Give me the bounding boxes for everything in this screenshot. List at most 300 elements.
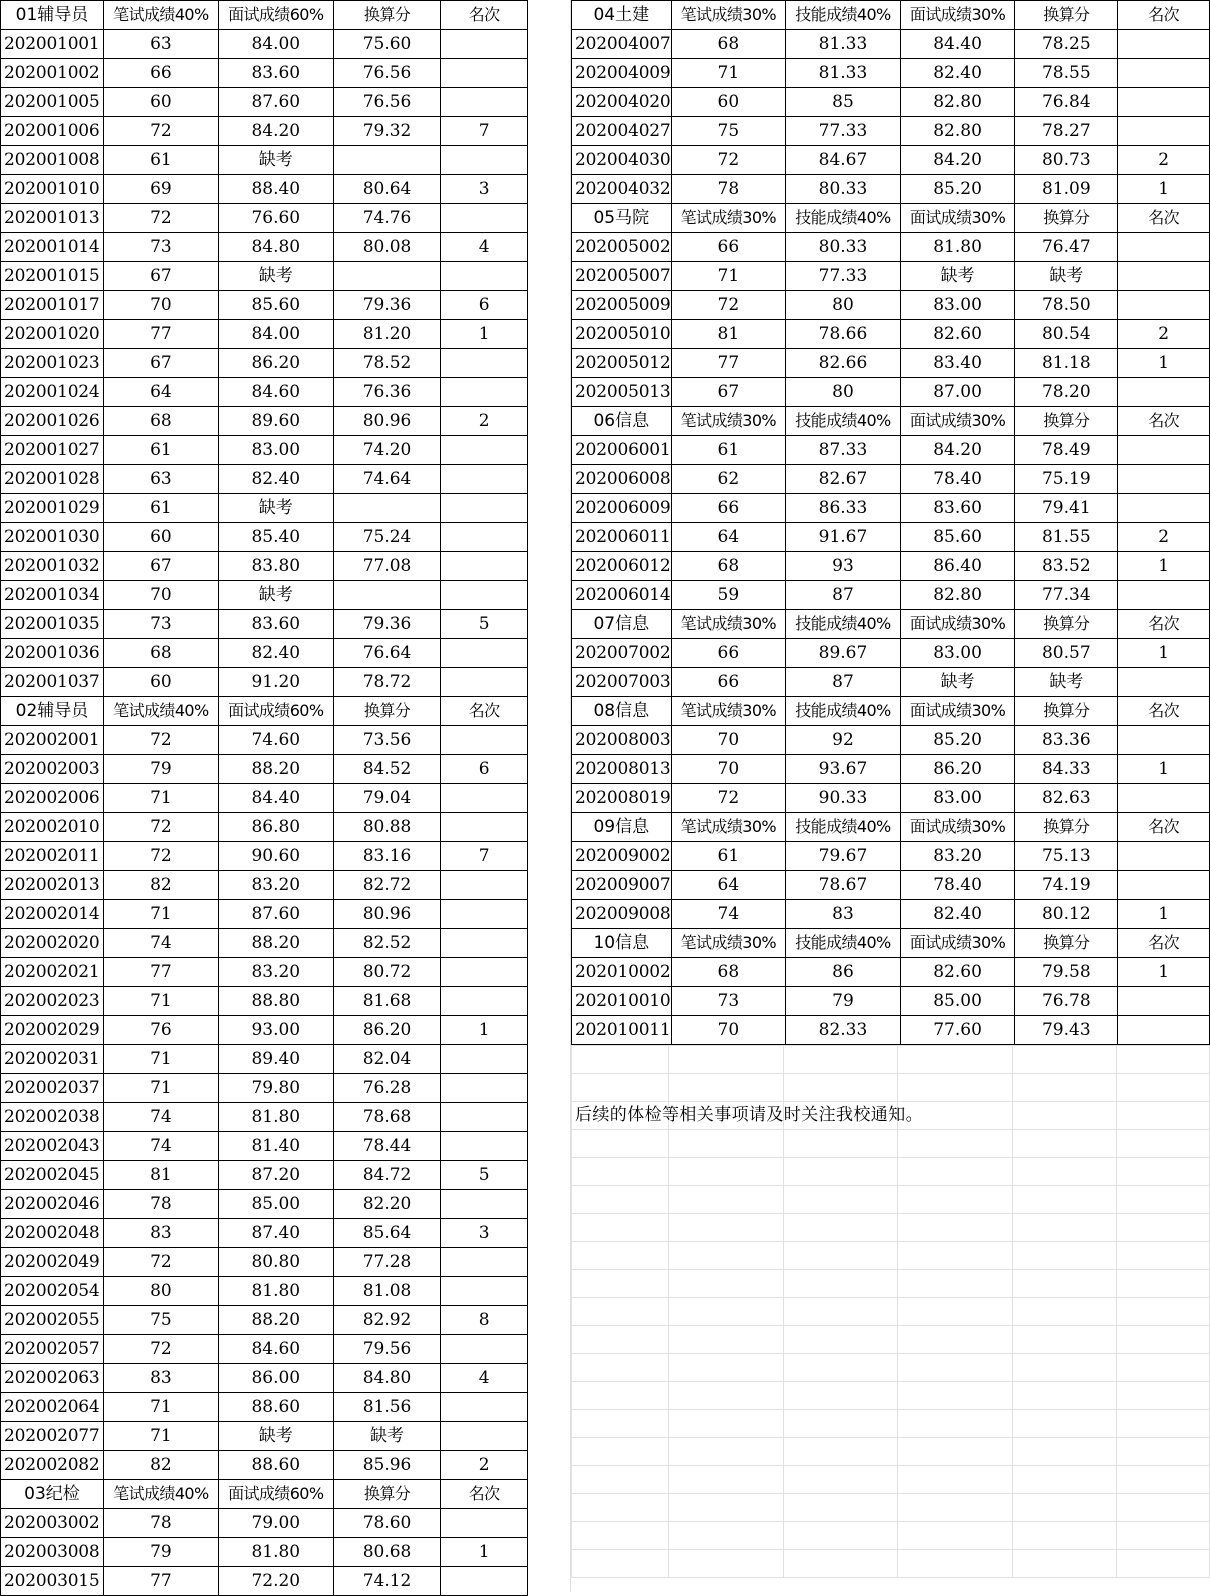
rank-cell[interactable]: 1 [1118,755,1210,784]
empty-cell[interactable] [783,1354,898,1382]
written-cell[interactable]: 71 [103,900,218,929]
rank-cell[interactable] [1118,30,1210,59]
score-cell[interactable]: 81.18 [1015,349,1118,378]
empty-cell[interactable] [783,1326,898,1354]
candidate-id-cell[interactable]: 202001026 [1,407,104,436]
empty-cell[interactable] [898,1410,1013,1438]
skill-cell[interactable]: 87 [786,668,901,697]
skill-cell[interactable]: 86.33 [786,494,901,523]
rank-cell[interactable] [441,262,528,291]
empty-cell[interactable] [1117,1494,1210,1522]
column-header-cell[interactable]: 名次 [1118,407,1210,436]
written-cell[interactable]: 72 [103,842,218,871]
skill-cell[interactable]: 83 [786,900,901,929]
score-cell[interactable]: 80.57 [1015,639,1118,668]
interview-cell[interactable]: 缺考 [218,262,333,291]
empty-cell[interactable] [668,1438,783,1466]
empty-cell[interactable] [572,1074,669,1102]
interview-cell[interactable]: 缺考 [218,581,333,610]
empty-cell[interactable] [1117,1270,1210,1298]
skill-cell[interactable]: 87 [786,581,901,610]
empty-cell[interactable] [572,1326,669,1354]
group-name-cell[interactable]: 01辅导员 [1,1,104,30]
candidate-id-cell[interactable]: 202002001 [1,726,104,755]
score-cell[interactable]: 74.19 [1015,871,1118,900]
empty-cell[interactable] [572,1354,669,1382]
written-cell[interactable]: 72 [103,117,218,146]
empty-cell[interactable] [1117,1438,1210,1466]
candidate-id-cell[interactable]: 202004020 [572,88,672,117]
skill-cell[interactable]: 80.33 [786,233,901,262]
interview-cell[interactable]: 82.40 [218,465,333,494]
rank-cell[interactable] [441,1277,528,1306]
candidate-id-cell[interactable]: 202002064 [1,1393,104,1422]
empty-cell[interactable] [1013,1550,1117,1578]
interview-cell[interactable]: 83.20 [218,958,333,987]
written-cell[interactable]: 72 [103,204,218,233]
score-cell[interactable]: 78.27 [1015,117,1118,146]
skill-cell[interactable]: 86 [786,958,901,987]
skill-cell[interactable]: 82.33 [786,1016,901,1045]
empty-cell[interactable] [1117,1214,1210,1242]
interview-cell[interactable]: 84.00 [218,30,333,59]
written-cell[interactable]: 66 [671,494,786,523]
written-cell[interactable]: 71 [671,262,786,291]
score-cell[interactable]: 78.55 [1015,59,1118,88]
interview-cell[interactable]: 83.00 [900,639,1015,668]
empty-cell[interactable] [783,1214,898,1242]
rank-cell[interactable]: 1 [1118,958,1210,987]
candidate-id-cell[interactable]: 202003002 [1,1509,104,1538]
candidate-id-cell[interactable]: 202004030 [572,146,672,175]
group-name-cell[interactable]: 03纪检 [1,1480,104,1509]
interview-cell[interactable]: 83.60 [900,494,1015,523]
candidate-id-cell[interactable]: 202007003 [572,668,672,697]
interview-cell[interactable]: 86.00 [218,1364,333,1393]
rank-cell[interactable]: 4 [441,233,528,262]
score-cell[interactable]: 79.04 [333,784,441,813]
score-cell[interactable]: 73.56 [333,726,441,755]
interview-cell[interactable]: 83.20 [900,842,1015,871]
interview-cell[interactable]: 78.40 [900,871,1015,900]
candidate-id-cell[interactable]: 202008003 [572,726,672,755]
written-cell[interactable]: 83 [103,1219,218,1248]
interview-cell[interactable]: 86.20 [218,349,333,378]
interview-cell[interactable]: 84.80 [218,233,333,262]
score-cell[interactable]: 82.92 [333,1306,441,1335]
score-cell[interactable] [333,146,441,175]
empty-cell[interactable] [783,1438,898,1466]
interview-cell[interactable]: 90.60 [218,842,333,871]
rank-cell[interactable]: 3 [441,1219,528,1248]
candidate-id-cell[interactable]: 202002063 [1,1364,104,1393]
score-cell[interactable]: 83.52 [1015,552,1118,581]
column-header-cell[interactable]: 面试成绩30% [900,697,1015,726]
candidate-id-cell[interactable]: 202006012 [572,552,672,581]
score-cell[interactable]: 79.56 [333,1335,441,1364]
skill-cell[interactable]: 78.66 [786,320,901,349]
skill-cell[interactable]: 92 [786,726,901,755]
interview-cell[interactable]: 74.60 [218,726,333,755]
score-cell[interactable]: 76.56 [333,59,441,88]
candidate-id-cell[interactable]: 202002020 [1,929,104,958]
empty-cell[interactable] [1013,1522,1117,1550]
skill-cell[interactable]: 87.33 [786,436,901,465]
column-header-cell[interactable]: 技能成绩40% [786,929,901,958]
score-cell[interactable]: 77.08 [333,552,441,581]
candidate-id-cell[interactable]: 202001014 [1,233,104,262]
rank-cell[interactable]: 1 [1118,900,1210,929]
skill-cell[interactable]: 84.67 [786,146,901,175]
written-cell[interactable]: 59 [671,581,786,610]
empty-cell[interactable] [668,1270,783,1298]
empty-cell[interactable] [1117,1354,1210,1382]
score-cell[interactable]: 缺考 [333,1422,441,1451]
empty-cell[interactable] [668,1354,783,1382]
rank-cell[interactable] [1118,291,1210,320]
empty-cell[interactable] [1117,1466,1210,1494]
skill-cell[interactable]: 80.33 [786,175,901,204]
rank-cell[interactable]: 2 [441,1451,528,1480]
score-cell[interactable] [333,581,441,610]
score-cell[interactable]: 86.20 [333,1016,441,1045]
rank-cell[interactable]: 2 [1118,523,1210,552]
interview-cell[interactable]: 82.40 [900,59,1015,88]
empty-cell[interactable] [668,1130,783,1158]
rank-cell[interactable] [1118,233,1210,262]
empty-cell[interactable] [572,1382,669,1410]
candidate-id-cell[interactable]: 202001024 [1,378,104,407]
written-cell[interactable]: 72 [103,1335,218,1364]
empty-cell[interactable] [572,1466,669,1494]
empty-cell[interactable] [1013,1382,1117,1410]
rank-cell[interactable] [441,88,528,117]
interview-cell[interactable]: 82.80 [900,117,1015,146]
column-header-cell[interactable]: 名次 [1118,610,1210,639]
group-name-cell[interactable]: 10信息 [572,929,672,958]
interview-cell[interactable]: 缺考 [218,1422,333,1451]
skill-cell[interactable]: 89.67 [786,639,901,668]
rank-cell[interactable] [441,1248,528,1277]
interview-cell[interactable]: 84.20 [218,117,333,146]
candidate-id-cell[interactable]: 202002010 [1,813,104,842]
interview-cell[interactable]: 82.40 [900,900,1015,929]
candidate-id-cell[interactable]: 202003015 [1,1567,104,1596]
empty-cell[interactable] [1117,1382,1210,1410]
written-cell[interactable]: 60 [671,88,786,117]
rank-cell[interactable] [1118,262,1210,291]
empty-cell[interactable] [783,1494,898,1522]
candidate-id-cell[interactable]: 202001032 [1,552,104,581]
written-cell[interactable]: 62 [671,465,786,494]
written-cell[interactable]: 72 [103,726,218,755]
written-cell[interactable]: 60 [103,523,218,552]
score-cell[interactable]: 78.25 [1015,30,1118,59]
candidate-id-cell[interactable]: 202002055 [1,1306,104,1335]
interview-cell[interactable]: 80.80 [218,1248,333,1277]
skill-cell[interactable]: 85 [786,88,901,117]
candidate-id-cell[interactable]: 202001020 [1,320,104,349]
empty-cell[interactable] [898,1158,1013,1186]
interview-cell[interactable]: 81.80 [218,1538,333,1567]
score-cell[interactable]: 78.44 [333,1132,441,1161]
empty-cell[interactable] [668,1550,783,1578]
empty-cell[interactable] [572,1214,669,1242]
empty-cell[interactable] [898,1466,1013,1494]
skill-cell[interactable]: 90.33 [786,784,901,813]
written-cell[interactable]: 78 [671,175,786,204]
written-cell[interactable]: 72 [671,291,786,320]
column-header-cell[interactable]: 面试成绩30% [900,407,1015,436]
empty-cell[interactable] [1117,1186,1210,1214]
candidate-id-cell[interactable]: 202005007 [572,262,672,291]
written-cell[interactable]: 68 [671,30,786,59]
empty-cell[interactable] [1013,1046,1117,1074]
interview-cell[interactable]: 81.40 [218,1132,333,1161]
rank-cell[interactable] [441,1103,528,1132]
empty-cell[interactable] [1117,1074,1210,1102]
written-cell[interactable]: 66 [671,233,786,262]
empty-cell[interactable] [572,1438,669,1466]
column-header-cell[interactable]: 技能成绩40% [786,813,901,842]
empty-cell[interactable] [1117,1158,1210,1186]
empty-cell[interactable] [1013,1074,1117,1102]
interview-cell[interactable]: 77.60 [900,1016,1015,1045]
candidate-id-cell[interactable]: 202004007 [572,30,672,59]
written-cell[interactable]: 67 [671,378,786,407]
candidate-id-cell[interactable]: 202001010 [1,175,104,204]
empty-cell[interactable] [783,1298,898,1326]
empty-cell[interactable] [783,1522,898,1550]
written-cell[interactable]: 72 [103,813,218,842]
score-cell[interactable]: 80.08 [333,233,441,262]
column-header-cell[interactable]: 换算分 [333,1,441,30]
rank-cell[interactable] [441,958,528,987]
score-cell[interactable]: 76.56 [333,88,441,117]
empty-cell[interactable] [1013,1326,1117,1354]
score-cell[interactable]: 79.41 [1015,494,1118,523]
interview-cell[interactable]: 85.20 [900,726,1015,755]
score-cell[interactable]: 83.36 [1015,726,1118,755]
interview-cell[interactable]: 83.00 [900,291,1015,320]
written-cell[interactable]: 70 [671,755,786,784]
rank-cell[interactable] [1118,436,1210,465]
column-header-cell[interactable]: 名次 [441,1,528,30]
empty-cell[interactable] [572,1270,669,1298]
candidate-id-cell[interactable]: 202001002 [1,59,104,88]
candidate-id-cell[interactable]: 202001036 [1,639,104,668]
score-cell[interactable]: 76.36 [333,378,441,407]
empty-cell[interactable] [783,1046,898,1074]
score-cell[interactable]: 84.80 [333,1364,441,1393]
score-cell[interactable]: 82.04 [333,1045,441,1074]
rank-cell[interactable] [1118,871,1210,900]
written-cell[interactable]: 64 [671,523,786,552]
rank-cell[interactable]: 2 [441,407,528,436]
rank-cell[interactable]: 1 [441,320,528,349]
written-cell[interactable]: 74 [671,900,786,929]
candidate-id-cell[interactable]: 202001013 [1,204,104,233]
written-cell[interactable]: 70 [103,291,218,320]
interview-cell[interactable]: 82.80 [900,581,1015,610]
score-cell[interactable]: 78.52 [333,349,441,378]
rank-cell[interactable] [441,378,528,407]
rank-cell[interactable]: 1 [1118,552,1210,581]
interview-cell[interactable]: 88.40 [218,175,333,204]
score-cell[interactable]: 80.73 [1015,146,1118,175]
column-header-cell[interactable]: 面试成绩60% [218,697,333,726]
group-name-cell[interactable]: 05马院 [572,204,672,233]
score-cell[interactable]: 80.96 [333,900,441,929]
interview-cell[interactable]: 86.80 [218,813,333,842]
candidate-id-cell[interactable]: 202002077 [1,1422,104,1451]
empty-cell[interactable] [783,1242,898,1270]
written-cell[interactable]: 81 [671,320,786,349]
empty-cell[interactable] [572,1522,669,1550]
written-cell[interactable]: 79 [103,1538,218,1567]
score-cell[interactable] [333,494,441,523]
rank-cell[interactable] [1118,842,1210,871]
column-header-cell[interactable]: 名次 [1118,929,1210,958]
candidate-id-cell[interactable]: 202005009 [572,291,672,320]
written-cell[interactable]: 72 [103,1248,218,1277]
written-cell[interactable]: 69 [103,175,218,204]
written-cell[interactable]: 75 [103,1306,218,1335]
empty-cell[interactable] [783,1158,898,1186]
rank-cell[interactable] [1118,668,1210,697]
score-cell[interactable]: 76.78 [1015,987,1118,1016]
interview-cell[interactable]: 83.80 [218,552,333,581]
score-cell[interactable]: 75.24 [333,523,441,552]
group-name-cell[interactable]: 04土建 [572,1,672,30]
group-name-cell[interactable]: 08信息 [572,697,672,726]
interview-cell[interactable]: 84.20 [900,146,1015,175]
interview-cell[interactable]: 88.20 [218,929,333,958]
rank-cell[interactable]: 1 [1118,639,1210,668]
rank-cell[interactable]: 6 [441,755,528,784]
column-header-cell[interactable]: 面试成绩30% [900,929,1015,958]
candidate-id-cell[interactable]: 202010011 [572,1016,672,1045]
candidate-id-cell[interactable]: 202010010 [572,987,672,1016]
empty-cell[interactable] [668,1494,783,1522]
empty-cell[interactable] [572,1046,669,1074]
score-cell[interactable]: 85.96 [333,1451,441,1480]
score-cell[interactable]: 78.60 [333,1509,441,1538]
column-header-cell[interactable]: 面试成绩30% [900,610,1015,639]
rank-cell[interactable]: 5 [441,610,528,639]
column-header-cell[interactable]: 名次 [441,1480,528,1509]
interview-cell[interactable]: 缺考 [900,668,1015,697]
column-header-cell[interactable]: 面试成绩30% [900,204,1015,233]
score-cell[interactable]: 78.68 [333,1103,441,1132]
empty-cell[interactable] [668,1214,783,1242]
empty-cell[interactable] [1013,1130,1117,1158]
rank-cell[interactable] [1118,784,1210,813]
empty-cell[interactable] [572,1298,669,1326]
written-cell[interactable]: 64 [103,378,218,407]
interview-cell[interactable]: 89.60 [218,407,333,436]
group-name-cell[interactable]: 09信息 [572,813,672,842]
interview-cell[interactable]: 88.20 [218,1306,333,1335]
candidate-id-cell[interactable]: 202003008 [1,1538,104,1567]
written-cell[interactable]: 66 [671,668,786,697]
score-cell[interactable]: 82.63 [1015,784,1118,813]
interview-cell[interactable]: 84.20 [900,436,1015,465]
skill-cell[interactable]: 79.67 [786,842,901,871]
written-cell[interactable]: 76 [103,1016,218,1045]
empty-cell[interactable] [783,1466,898,1494]
rank-cell[interactable]: 6 [441,291,528,320]
column-header-cell[interactable]: 笔试成绩30% [671,204,786,233]
score-cell[interactable]: 78.50 [1015,291,1118,320]
rank-cell[interactable] [441,552,528,581]
skill-cell[interactable]: 82.67 [786,465,901,494]
interview-cell[interactable]: 83.60 [218,610,333,639]
interview-cell[interactable]: 93.00 [218,1016,333,1045]
rank-cell[interactable] [441,1567,528,1596]
rank-cell[interactable] [441,436,528,465]
empty-cell[interactable] [898,1550,1013,1578]
rank-cell[interactable]: 7 [441,117,528,146]
empty-cell[interactable] [668,1298,783,1326]
score-cell[interactable]: 75.13 [1015,842,1118,871]
candidate-id-cell[interactable]: 202001023 [1,349,104,378]
empty-cell[interactable] [668,1242,783,1270]
skill-cell[interactable]: 93.67 [786,755,901,784]
column-header-cell[interactable]: 笔试成绩30% [671,697,786,726]
rank-cell[interactable]: 1 [441,1538,528,1567]
interview-cell[interactable]: 82.60 [900,958,1015,987]
rank-cell[interactable] [441,1393,528,1422]
candidate-id-cell[interactable]: 202001034 [1,581,104,610]
group-name-cell[interactable]: 02辅导员 [1,697,104,726]
score-cell[interactable]: 80.72 [333,958,441,987]
candidate-id-cell[interactable]: 202005010 [572,320,672,349]
column-header-cell[interactable]: 笔试成绩30% [671,610,786,639]
score-cell[interactable]: 80.54 [1015,320,1118,349]
written-cell[interactable]: 71 [103,987,218,1016]
written-cell[interactable]: 67 [103,552,218,581]
interview-cell[interactable]: 79.80 [218,1074,333,1103]
rank-cell[interactable] [441,871,528,900]
empty-cell[interactable] [898,1382,1013,1410]
candidate-id-cell[interactable]: 202006008 [572,465,672,494]
interview-cell[interactable]: 86.20 [900,755,1015,784]
candidate-id-cell[interactable]: 202010002 [572,958,672,987]
interview-cell[interactable]: 83.40 [900,349,1015,378]
skill-cell[interactable]: 80 [786,291,901,320]
candidate-id-cell[interactable]: 202002054 [1,1277,104,1306]
score-cell[interactable]: 81.09 [1015,175,1118,204]
score-cell[interactable]: 76.47 [1015,233,1118,262]
score-cell[interactable]: 77.28 [333,1248,441,1277]
empty-cell[interactable] [898,1242,1013,1270]
empty-cell[interactable] [783,1270,898,1298]
interview-cell[interactable]: 85.40 [218,523,333,552]
candidate-id-cell[interactable]: 202001006 [1,117,104,146]
score-cell[interactable]: 79.36 [333,610,441,639]
candidate-id-cell[interactable]: 202002011 [1,842,104,871]
written-cell[interactable]: 63 [103,465,218,494]
column-header-cell[interactable]: 换算分 [1015,204,1118,233]
score-cell[interactable]: 缺考 [1015,262,1118,291]
written-cell[interactable]: 66 [671,639,786,668]
column-header-cell[interactable]: 面试成绩30% [900,813,1015,842]
empty-cell[interactable] [668,1410,783,1438]
written-cell[interactable]: 67 [103,349,218,378]
column-header-cell[interactable]: 笔试成绩30% [671,813,786,842]
score-cell[interactable]: 78.49 [1015,436,1118,465]
